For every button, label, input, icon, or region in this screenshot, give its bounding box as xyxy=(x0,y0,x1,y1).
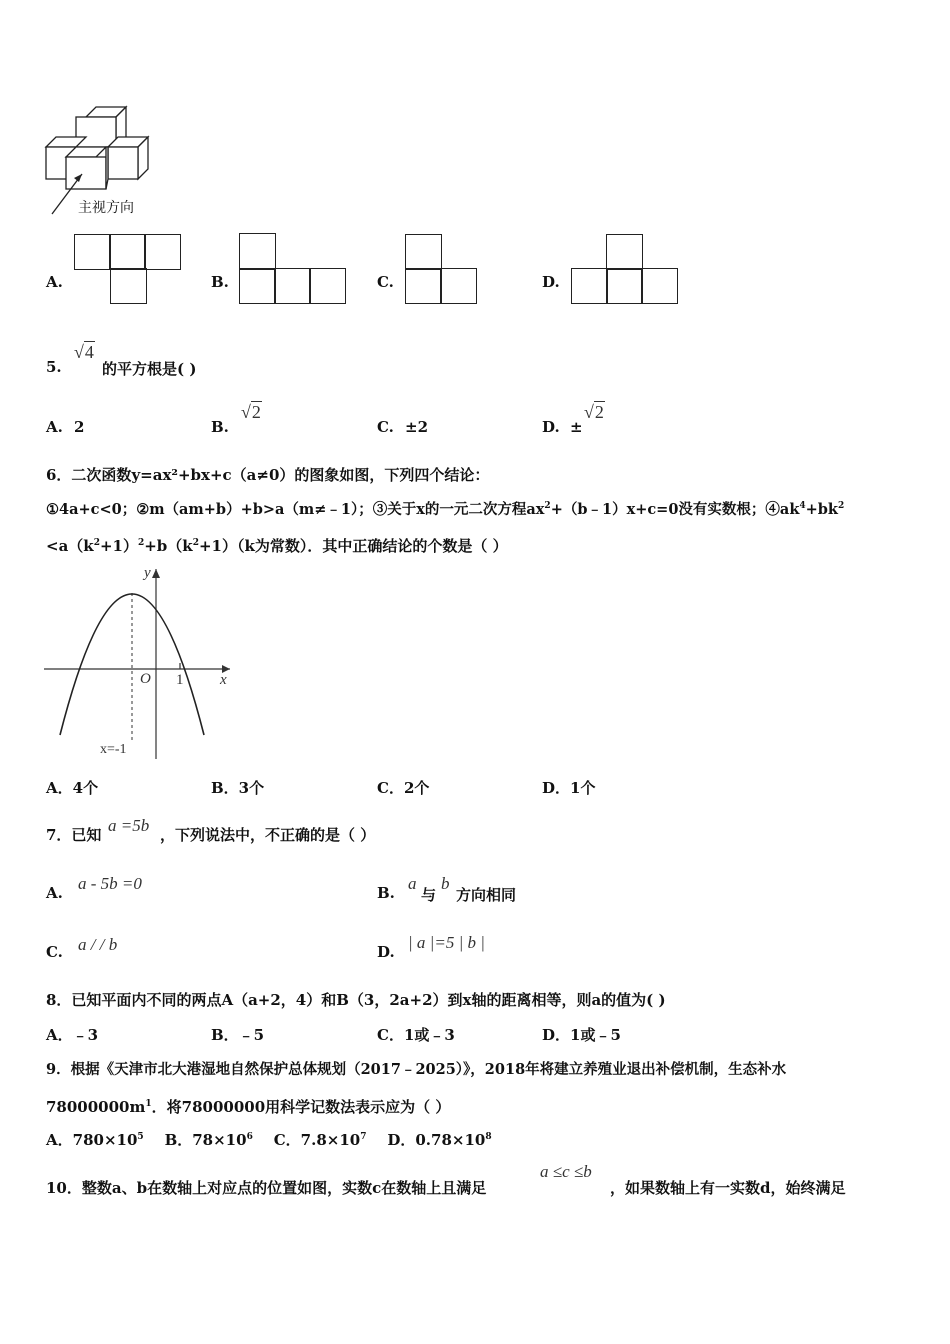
q9-options xyxy=(46,1129,492,1150)
q8-text: 8．已知平面内不同的两点A（a+2，4）和B（3，2a+2）到x轴的距离相等，则a的值为( ) xyxy=(46,991,666,1009)
q8-option-d: D．1或﹣5 xyxy=(542,1026,621,1044)
q7-option-b-label: B. xyxy=(377,884,395,902)
q8-option-b: B．﹣5 xyxy=(211,1026,265,1044)
q5-number: 5. xyxy=(46,358,62,376)
q6-parabola-graph xyxy=(40,563,240,763)
q9-line1: 9．根据《天津市北大港湿地自然保护总体规划（2017﹣2025）》，2018年将建立养殖业退出补偿机制，生态补水 xyxy=(46,1061,787,1078)
q10-text-b: ，如果数轴上有一实数d，始终满足 xyxy=(610,1179,846,1197)
q7-option-c-label: C. xyxy=(46,943,63,961)
q4-option-d-label: D. xyxy=(542,273,560,291)
q7-suffix: ，下列说法中，不正确的是（ ） xyxy=(160,826,376,844)
q6-option-d: D．1个 xyxy=(542,779,596,797)
q7-formula: a =5b xyxy=(108,816,150,835)
q6-origin-label: O xyxy=(140,671,151,687)
q7-option-a-label: A. xyxy=(46,884,63,902)
q6-axis-label: x=-1 xyxy=(100,742,127,757)
q7-prefix: 7．已知 xyxy=(46,826,102,844)
q6-line3: $<a(k^2+1)^2+b(k^2+1)(k$为常数）．其中正确结论的个数是（ ） xyxy=(46,537,508,555)
q7-option-b-b: b xyxy=(441,874,450,893)
q4-option-c-label: C. xyxy=(377,273,394,291)
q9-line2: $78000000m^1$．将78000000用科学记数法表示应为（ ） xyxy=(46,1098,451,1116)
q5-sqrt-4: √4 xyxy=(74,342,94,362)
q7-option-c: a / / b xyxy=(78,935,118,954)
q5-option-c-value: ±2 xyxy=(405,418,429,436)
q7-option-b-tail: 方向相同 xyxy=(456,886,517,904)
q7-option-b-mid: 与 xyxy=(421,886,437,904)
q9-option-a: A．$780\times 10^5$ xyxy=(46,1131,144,1149)
q5-option-a-label: A. xyxy=(46,418,63,436)
q10-formula: a ≤c ≤b xyxy=(540,1162,592,1181)
q5-option-a-value: 2 xyxy=(74,418,85,436)
q6-option-a: A．4个 xyxy=(46,779,99,797)
q7-option-d: | a |=5 | b | xyxy=(408,933,485,952)
q5-option-d-sqrt: √2 xyxy=(584,402,604,422)
q9-option-c: C．$7.8\times 10^7$ xyxy=(273,1131,367,1149)
q8-option-a: A．﹣3 xyxy=(46,1026,99,1044)
q7-option-b-a: a xyxy=(408,874,417,893)
q6-option-c: C．2个 xyxy=(377,779,430,797)
q6-line2: ①4a+c<0；②m（am+b）+b>a（m≠﹣1）；③关于x的一元二次方程$ax^2+(b﹣1)x+c=0$没有实数根；$④ak^4+bk^2$ xyxy=(46,501,845,518)
q6-y-label: y xyxy=(144,565,151,581)
q4-option-a-label: A. xyxy=(46,273,63,291)
q6-one-label: 1 xyxy=(176,672,184,688)
q5-option-b-label: B. xyxy=(211,418,229,436)
q6-x-label: x xyxy=(220,672,227,688)
q7-option-a: a - 5b =0 xyxy=(78,874,142,893)
q9-option-d: D．$0.78\times 10^8$ xyxy=(387,1131,492,1149)
q5-option-c-label: C. xyxy=(377,418,394,436)
q6-line1: 6．二次函数y=ax²+bx+c（a≠0）的图象如图，下列四个结论： xyxy=(46,466,490,484)
q6-option-b: B．3个 xyxy=(211,779,265,797)
q7-option-d-label: D. xyxy=(377,943,395,961)
front-view-label: 主视方向 xyxy=(78,200,134,216)
q5-option-d-label: D. xyxy=(542,418,560,436)
q8-option-c: C．1或﹣3 xyxy=(377,1026,455,1044)
q4-option-b-label: B. xyxy=(211,273,229,291)
q5-option-b-sqrt: √2 xyxy=(241,402,261,422)
q10-text-a: 10．整数a、b在数轴上对应点的位置如图，实数c在数轴上且满足 xyxy=(46,1179,487,1197)
q5-text: 的平方根是( ) xyxy=(102,360,197,378)
q9-option-b: B．$78\times 10^6$ xyxy=(164,1131,253,1149)
q5-option-d-prefix: ± xyxy=(570,418,583,436)
